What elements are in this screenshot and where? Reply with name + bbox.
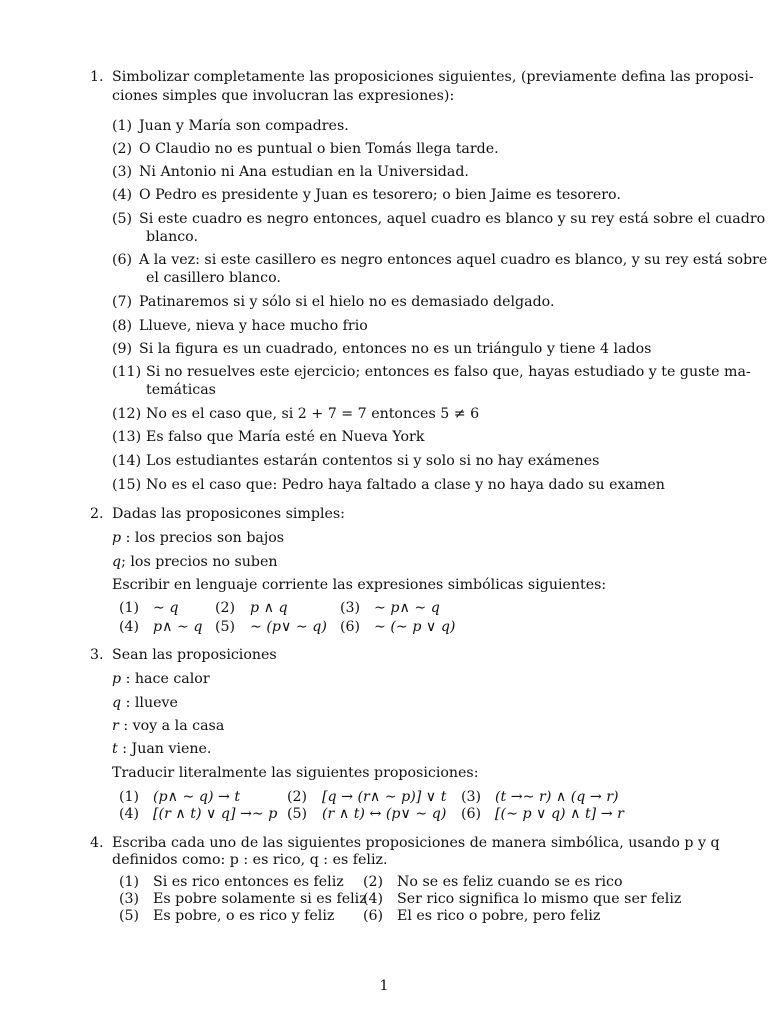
var: t [112, 741, 118, 757]
q2-prop-q [112, 554, 278, 570]
item-text: Si la figura es un cuadrado, entonces no es un triángulo y tiene 4 lados [139, 341, 652, 357]
cell-text: Es pobre solamente si es feliz [153, 891, 367, 907]
var-p: p [112, 530, 122, 546]
cell-num: (3) [461, 789, 482, 805]
item-number: (8) [112, 318, 133, 334]
q3-instruction: Traducir literalmente las siguientes proposiciones: [112, 765, 479, 781]
item-text: A la vez: si este casillero es negro entonces aquel cuadro es blanco, y su rey está sobre [139, 252, 768, 268]
prop-text: : voy a la casa [123, 718, 225, 734]
page-number: 1 [379, 978, 389, 994]
cell-num: (2) [363, 874, 384, 890]
item-number: (11) [112, 364, 142, 380]
cell-expr: (p∧ ∼ q) → t [153, 789, 241, 805]
item-number: (14) [112, 453, 142, 469]
item-number: (13) [112, 429, 142, 445]
cell-num: (2) [215, 600, 236, 616]
cell-num: (6) [461, 806, 482, 822]
item-text: Si no resuelves este ejercicio; entonces es falso que, hayas estudiado y te guste ma- [146, 364, 751, 380]
item-number: (5) [112, 211, 133, 227]
var: r [112, 718, 119, 734]
cell-expr: [(∼ p ∨ q) ∧ t] → r [495, 806, 624, 822]
var-q: q [112, 554, 122, 570]
cell-expr: ∼ (p∨ ∼ q) [250, 619, 327, 635]
item-text: Juan y María son compadres. [139, 118, 349, 134]
q3-prop-q [112, 695, 178, 711]
item-number: (15) [112, 477, 142, 493]
cell-num: (4) [363, 891, 384, 907]
prop-text: ; los precios no suben [121, 554, 278, 570]
cell-expr: ∼ p∧ ∼ q [374, 600, 440, 616]
item-text: O Claudio no es puntual o bien Tomás llega tarde. [139, 141, 499, 157]
q2-instruction: Escribir en lenguaje corriente las expresiones simbólicas siguientes: [112, 577, 607, 593]
cell-num: (4) [119, 619, 140, 635]
cell-num: (1) [119, 789, 140, 805]
item-text: Llueve, nieva y hace mucho frio [139, 318, 368, 334]
q3-prop-t [112, 741, 211, 757]
item-number: (1) [112, 118, 133, 134]
cell-num: (6) [340, 619, 361, 635]
item-number: (12) [112, 406, 142, 422]
q1-heading-line2: ciones simples que involucran las expresiones): [112, 88, 455, 104]
item-text: Patinaremos si y sólo si el hielo no es demasiado delgado. [139, 294, 555, 310]
cell-num: (3) [119, 891, 140, 907]
item-number: (3) [112, 164, 133, 180]
prop-text: : los precios son bajos [125, 530, 285, 546]
cell-text: El es rico o pobre, pero feliz [397, 908, 601, 924]
q3-intro: Sean las proposiciones [112, 647, 277, 663]
q3-number: 3. [90, 647, 104, 663]
item-text: No es el caso que: Pedro haya faltado a clase y no haya dado su examen [146, 477, 665, 493]
cell-num: (2) [287, 789, 308, 805]
item-text-cont: el casillero blanco. [146, 270, 281, 286]
var: q [112, 695, 122, 711]
q3-prop-r [112, 718, 224, 734]
q3-prop-p [112, 671, 210, 687]
prop-text: : Juan viene. [122, 741, 212, 757]
cell-text: Es pobre, o es rico y feliz [153, 908, 335, 924]
cell-num: (3) [340, 600, 361, 616]
item-number: (9) [112, 341, 133, 357]
q4-number: 4. [90, 835, 104, 851]
item-number: (6) [112, 252, 133, 268]
cell-expr: (t →∼ r) ∧ (q → r) [495, 789, 619, 805]
cell-num: (5) [215, 619, 236, 635]
var: p [112, 671, 122, 687]
cell-num: (1) [119, 874, 140, 890]
item-text-cont: temáticas [146, 382, 216, 398]
item-text: Si este cuadro es negro entonces, aquel cuadro es blanco y su rey está sobre el cuadro [139, 211, 766, 227]
q4-heading-line1: Escriba cada uno de las siguientes proposiciones de manera simbólica, usando p y q [112, 835, 720, 851]
cell-text: Ser rico significa lo mismo que ser feliz [397, 891, 682, 907]
item-text: Los estudiantes estarán contentos si y solo si no hay exámenes [146, 453, 600, 469]
q2-prop-p [112, 530, 284, 546]
q4-heading-line2: definidos como: p : es rico, q : es feliz. [112, 852, 388, 868]
item-text: Ni Antonio ni Ana estudian en la Universidad. [139, 164, 469, 180]
q1-heading-line1: Simbolizar completamente las proposiciones siguientes, (previamente defina las proposi- [112, 69, 754, 85]
cell-text: No se es feliz cuando se es rico [397, 874, 623, 890]
q2-number: 2. [90, 506, 104, 522]
q1-number: 1. [90, 69, 104, 85]
cell-text: Si es rico entonces es feliz [153, 874, 344, 890]
prop-text: : hace calor [125, 671, 210, 687]
cell-expr: [q → (r∧ ∼ p)] ∨ t [322, 789, 447, 805]
item-text-cont: blanco. [146, 229, 198, 245]
cell-num: (4) [119, 806, 140, 822]
cell-expr: p ∧ q [250, 600, 288, 616]
item-number: (2) [112, 141, 133, 157]
cell-num: (1) [119, 600, 140, 616]
item-text: Es falso que María esté en Nueva York [146, 429, 425, 445]
cell-num: (6) [363, 908, 384, 924]
cell-expr: ∼ (∼ p ∨ q) [374, 619, 456, 635]
cell-expr: p∧ ∼ q [153, 619, 203, 635]
item-text: No es el caso que, si 2 + 7 = 7 entonces 5 ≠ 6 [146, 406, 480, 422]
q2-intro: Dadas las proposicones simples: [112, 506, 345, 522]
item-text: O Pedro es presidente y Juan es tesorero; o bien Jaime es tesorero. [139, 187, 621, 203]
cell-num: (5) [287, 806, 308, 822]
prop-text: : llueve [125, 695, 178, 711]
item-number: (7) [112, 294, 133, 310]
item-number: (4) [112, 187, 133, 203]
cell-expr: [(r ∧ t) ∨ q] →∼ p [153, 806, 278, 822]
cell-num: (5) [119, 908, 140, 924]
cell-expr: (r ∧ t) ↔ (p∨ ∼ q) [322, 806, 447, 822]
cell-expr: ∼ q [153, 600, 179, 616]
